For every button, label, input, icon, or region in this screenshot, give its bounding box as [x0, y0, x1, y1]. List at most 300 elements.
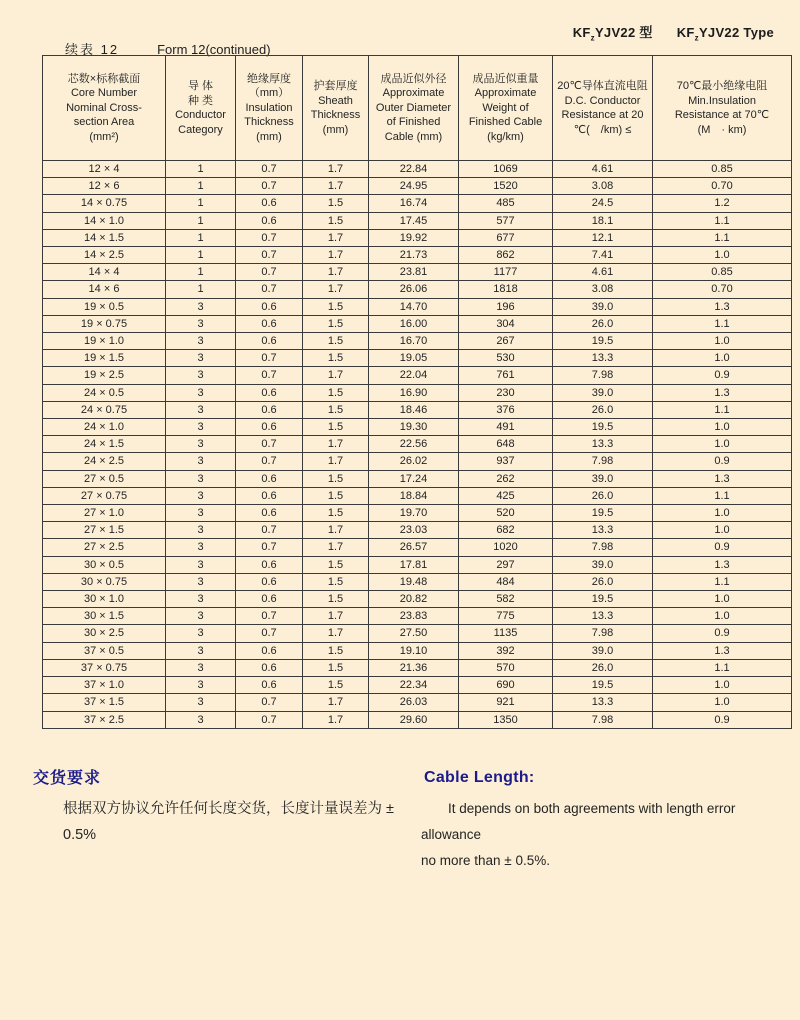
table-cell: 30 × 1.0 [43, 591, 166, 608]
table-cell: 21.36 [369, 659, 459, 676]
table-cell: 0.7 [236, 522, 303, 539]
table-cell: 19.5 [553, 677, 653, 694]
table-cell: 24 × 0.5 [43, 384, 166, 401]
delivery-cn-line-2: 0.5% [63, 827, 97, 843]
table-cell: 0.6 [236, 333, 303, 350]
table-cell: 3 [166, 539, 236, 556]
table-cell: 19.5 [553, 333, 653, 350]
table-cell: 0.7 [236, 350, 303, 367]
table-cell: 3 [166, 642, 236, 659]
table-cell: 19 × 1.0 [43, 333, 166, 350]
table-cell: 29.60 [369, 711, 459, 728]
table-cell: 24.5 [553, 195, 653, 212]
table-cell: 1.3 [653, 642, 792, 659]
table-cell: 1.0 [653, 522, 792, 539]
table-cell: 30 × 0.5 [43, 556, 166, 573]
table-cell: 1.7 [303, 608, 369, 625]
table-cell: 1 [166, 212, 236, 229]
table-cell: 26.0 [553, 573, 653, 590]
table-cell: 0.7 [236, 625, 303, 642]
table-cell: 7.98 [553, 539, 653, 556]
table-cell: 3 [166, 677, 236, 694]
table-cell: 484 [459, 573, 553, 590]
table-cell: 1.1 [653, 401, 792, 418]
column-header-dc-conductor-resistance: 20℃导体直流电阻 D.C. Conductor Resistance at 20 ℃( /km) ≤ [553, 56, 653, 161]
table-cell: 682 [459, 522, 553, 539]
table-cell: 570 [459, 659, 553, 676]
table-cell: 14 × 1.5 [43, 229, 166, 246]
table-cell: 1.3 [653, 384, 792, 401]
column-header-conductor-category: 导 体 种 类 Conductor Category [166, 56, 236, 161]
table-cell: 12 × 4 [43, 161, 166, 178]
table-cell: 1.0 [653, 677, 792, 694]
table-cell: 27 × 0.5 [43, 470, 166, 487]
table-cell: 19.5 [553, 591, 653, 608]
table-cell: 1.7 [303, 539, 369, 556]
table-cell: 24 × 1.5 [43, 436, 166, 453]
table-cell: 3 [166, 315, 236, 332]
table-cell: 1 [166, 264, 236, 281]
table-cell: 13.3 [553, 608, 653, 625]
table-cell: 1.3 [653, 556, 792, 573]
table-cell: 648 [459, 436, 553, 453]
table-caption-cn: 续表 12 [65, 42, 120, 57]
table-cell: 19.10 [369, 642, 459, 659]
table-cell: 3 [166, 298, 236, 315]
table-cell: 0.6 [236, 642, 303, 659]
cable-spec-table [42, 55, 792, 729]
table-cell: 3 [166, 625, 236, 642]
table-cell: 3 [166, 401, 236, 418]
table-cell: 27 × 1.5 [43, 522, 166, 539]
table-row [43, 453, 792, 470]
table-cell: 14 × 2.5 [43, 247, 166, 264]
table-cell: 1520 [459, 178, 553, 195]
table-cell: 13.3 [553, 694, 653, 711]
model-name-en: $KF_zYJV22$ Type [676, 25, 774, 43]
table-cell: 23.03 [369, 522, 459, 539]
table-row [43, 539, 792, 556]
table-cell: 0.6 [236, 315, 303, 332]
table-row [43, 298, 792, 315]
table-cell: 19 × 0.75 [43, 315, 166, 332]
table-row [43, 247, 792, 264]
table-cell: 7.98 [553, 367, 653, 384]
table-cell: 17.45 [369, 212, 459, 229]
table-cell: 0.6 [236, 505, 303, 522]
table-row [43, 505, 792, 522]
table-cell: 37 × 1.0 [43, 677, 166, 694]
table-row [43, 659, 792, 676]
table-cell: 1.1 [653, 573, 792, 590]
table-cell: 1.0 [653, 247, 792, 264]
table-cell: 577 [459, 212, 553, 229]
table-cell: 3 [166, 505, 236, 522]
table-cell: 37 × 0.5 [43, 642, 166, 659]
table-cell: 1.7 [303, 264, 369, 281]
table-cell: 30 × 2.5 [43, 625, 166, 642]
table-cell: 4.61 [553, 264, 653, 281]
column-header-min-insulation-resistance: 70℃最小绝缘电阻 Min.Insulation Resistance at 70℃ (M · km) [653, 56, 792, 161]
table-cell: 0.70 [653, 178, 792, 195]
cable-length-title-en: Cable Length: [424, 769, 535, 786]
table-row [43, 470, 792, 487]
table-cell: 690 [459, 677, 553, 694]
table-row [43, 642, 792, 659]
table-cell: 1.1 [653, 229, 792, 246]
table-header-row [43, 56, 792, 161]
table-cell: 3.08 [553, 178, 653, 195]
table-cell: 1.0 [653, 436, 792, 453]
table-cell: 1020 [459, 539, 553, 556]
table-cell: 22.84 [369, 161, 459, 178]
table-cell: 27.50 [369, 625, 459, 642]
table-row [43, 711, 792, 728]
table-cell: 39.0 [553, 642, 653, 659]
table-cell: 26.57 [369, 539, 459, 556]
table-cell: 304 [459, 315, 553, 332]
table-cell: 19.48 [369, 573, 459, 590]
table-cell: 1 [166, 178, 236, 195]
table-cell: 0.6 [236, 419, 303, 436]
table-cell: 1.5 [303, 419, 369, 436]
table-cell: 1.5 [303, 298, 369, 315]
table-cell: 1.0 [653, 505, 792, 522]
table-cell: 0.7 [236, 264, 303, 281]
table-cell: 1.0 [653, 591, 792, 608]
table-cell: 937 [459, 453, 553, 470]
table-cell: 24 × 1.0 [43, 419, 166, 436]
table-cell: 18.1 [553, 212, 653, 229]
table-cell: 3 [166, 711, 236, 728]
table-row [43, 161, 792, 178]
table-cell: 16.70 [369, 333, 459, 350]
table-cell: 1.7 [303, 436, 369, 453]
table-row [43, 436, 792, 453]
table-cell: 1.7 [303, 229, 369, 246]
table-row [43, 264, 792, 281]
table-cell: 1.5 [303, 677, 369, 694]
table-cell: 14 × 4 [43, 264, 166, 281]
table-cell: 1.7 [303, 694, 369, 711]
table-row [43, 591, 792, 608]
table-row [43, 178, 792, 195]
table-cell: 1177 [459, 264, 553, 281]
table-cell: 1.5 [303, 573, 369, 590]
table-cell: 0.7 [236, 178, 303, 195]
table-cell: 0.7 [236, 539, 303, 556]
cable-length-body-en [421, 796, 781, 874]
table-cell: 3 [166, 608, 236, 625]
table-cell: 13.3 [553, 350, 653, 367]
table-cell: 1.5 [303, 212, 369, 229]
table-cell: 0.6 [236, 573, 303, 590]
table-cell: 27 × 2.5 [43, 539, 166, 556]
page-type-title [573, 22, 774, 43]
table-cell: 26.03 [369, 694, 459, 711]
table-cell: 1.1 [653, 659, 792, 676]
table-cell: 1 [166, 281, 236, 298]
table-cell: 19 × 1.5 [43, 350, 166, 367]
table-cell: 1.3 [653, 470, 792, 487]
table-cell: 3 [166, 436, 236, 453]
table-cell: 26.02 [369, 453, 459, 470]
table-cell: 26.06 [369, 281, 459, 298]
table-cell: 0.6 [236, 677, 303, 694]
table-row [43, 694, 792, 711]
table-row [43, 367, 792, 384]
table-cell: 0.6 [236, 487, 303, 504]
table-cell: 16.00 [369, 315, 459, 332]
table-cell: 1.1 [653, 487, 792, 504]
table-cell: 0.85 [653, 161, 792, 178]
table-cell: 0.6 [236, 195, 303, 212]
table-cell: 3 [166, 333, 236, 350]
table-cell: 1.7 [303, 247, 369, 264]
table-cell: 1.5 [303, 487, 369, 504]
table-cell: 862 [459, 247, 553, 264]
table-cell: 16.90 [369, 384, 459, 401]
table-cell: 12 × 6 [43, 178, 166, 195]
table-cell: 0.7 [236, 608, 303, 625]
table-caption-en: Form 12(continued) [157, 42, 271, 57]
table-cell: 1.0 [653, 608, 792, 625]
table-cell: 14.70 [369, 298, 459, 315]
table-cell: 27 × 0.75 [43, 487, 166, 504]
table-cell: 26.0 [553, 659, 653, 676]
table-row [43, 522, 792, 539]
table-cell: 1.3 [653, 298, 792, 315]
table-row [43, 556, 792, 573]
delivery-requirements-body-cn [63, 796, 453, 848]
table-cell: 0.9 [653, 625, 792, 642]
table-cell: 3 [166, 367, 236, 384]
table-cell: 13.3 [553, 436, 653, 453]
table-cell: 0.7 [236, 247, 303, 264]
table-cell: 3 [166, 556, 236, 573]
table-cell: 16.74 [369, 195, 459, 212]
model-subscript: z [590, 33, 595, 43]
table-cell: 0.6 [236, 298, 303, 315]
table-cell: 0.7 [236, 694, 303, 711]
table-cell: 1.5 [303, 591, 369, 608]
table-row [43, 625, 792, 642]
table-cell: 18.46 [369, 401, 459, 418]
table-cell: 3 [166, 522, 236, 539]
table-cell: 0.6 [236, 659, 303, 676]
column-header-approximate-weight: 成品近似重量 Approximate Weight of Finished Cable (kg/km) [459, 56, 553, 161]
table-cell: 1.7 [303, 178, 369, 195]
table-cell: 0.6 [236, 212, 303, 229]
table-cell: 1 [166, 161, 236, 178]
table-cell: 4.61 [553, 161, 653, 178]
table-cell: 22.34 [369, 677, 459, 694]
table-cell: 17.81 [369, 556, 459, 573]
table-cell: 27 × 1.0 [43, 505, 166, 522]
table-cell: 1.5 [303, 642, 369, 659]
table-cell: 3 [166, 419, 236, 436]
table-cell: 30 × 1.5 [43, 608, 166, 625]
table-cell: 26.0 [553, 401, 653, 418]
table-cell: 0.7 [236, 711, 303, 728]
table-cell: 1 [166, 195, 236, 212]
table-cell: 0.85 [653, 264, 792, 281]
table-cell: 0.7 [236, 281, 303, 298]
table-cell: 775 [459, 608, 553, 625]
table-cell: 24 × 2.5 [43, 453, 166, 470]
table-cell: 37 × 0.75 [43, 659, 166, 676]
delivery-requirements-title-cn: 交货要求 [33, 770, 102, 787]
delivery-cn-line-1: 根据双方协议允许任何长度交货，长度计量误差为 ± [63, 801, 394, 817]
table-cell: 491 [459, 419, 553, 436]
table-cell: 1.5 [303, 195, 369, 212]
table-row [43, 573, 792, 590]
table-cell: 23.81 [369, 264, 459, 281]
table-cell: 230 [459, 384, 553, 401]
table-cell: 19 × 2.5 [43, 367, 166, 384]
table-cell: 3 [166, 350, 236, 367]
table-cell: 3 [166, 694, 236, 711]
table-cell: 24.95 [369, 178, 459, 195]
table-cell: 3 [166, 573, 236, 590]
table-cell: 14 × 1.0 [43, 212, 166, 229]
table-row [43, 677, 792, 694]
table-row [43, 608, 792, 625]
column-header-sheath-thickness: 护套厚度 Sheath Thickness (mm) [303, 56, 369, 161]
table-row [43, 384, 792, 401]
table-cell: 1 [166, 229, 236, 246]
table-cell: 1.7 [303, 161, 369, 178]
table-cell: 1.0 [653, 333, 792, 350]
table-cell: 14 × 6 [43, 281, 166, 298]
table-cell: 7.98 [553, 711, 653, 728]
table-cell: 1069 [459, 161, 553, 178]
table-cell: 39.0 [553, 556, 653, 573]
table-cell: 485 [459, 195, 553, 212]
table-cell: 1.5 [303, 401, 369, 418]
table-cell: 1.5 [303, 556, 369, 573]
table-cell: 0.6 [236, 556, 303, 573]
table-cell: 13.3 [553, 522, 653, 539]
table-cell: 18.84 [369, 487, 459, 504]
table-cell: 21.73 [369, 247, 459, 264]
table-cell: 1.7 [303, 281, 369, 298]
table-cell: 3 [166, 659, 236, 676]
column-header-approximate-outer-diameter: 成品近似外径 Approximate Outer Diameter of Finished Cable (mm) [369, 56, 459, 161]
table-cell: 1.0 [653, 350, 792, 367]
table-cell: 297 [459, 556, 553, 573]
table-cell: 1.1 [653, 212, 792, 229]
column-header-core-number-nominal-cross-section: 芯数×标称截面 Core Number Nominal Cross- section Area (mm²) [43, 56, 166, 161]
table-cell: 520 [459, 505, 553, 522]
table-cell: 39.0 [553, 470, 653, 487]
table-cell: 1818 [459, 281, 553, 298]
table-row [43, 229, 792, 246]
table-cell: 1 [166, 247, 236, 264]
table-cell: 1.7 [303, 625, 369, 642]
table-cell: 582 [459, 591, 553, 608]
cable-length-en-line-1: It depends on both agreements with length error allowance [421, 801, 736, 842]
table-cell: 24 × 0.75 [43, 401, 166, 418]
table-cell: 12.1 [553, 229, 653, 246]
table-cell: 0.9 [653, 367, 792, 384]
table-cell: 1.7 [303, 522, 369, 539]
table-row [43, 281, 792, 298]
table-cell: 19.05 [369, 350, 459, 367]
table-cell: 0.6 [236, 591, 303, 608]
table-cell: 425 [459, 487, 553, 504]
table-cell: 3 [166, 591, 236, 608]
table-cell: 37 × 2.5 [43, 711, 166, 728]
table-cell: 39.0 [553, 384, 653, 401]
table-cell: 1.5 [303, 384, 369, 401]
table-cell: 1.0 [653, 694, 792, 711]
table-row [43, 487, 792, 504]
table-cell: 22.04 [369, 367, 459, 384]
table-cell: 392 [459, 642, 553, 659]
table-cell: 19.5 [553, 505, 653, 522]
table-body [43, 161, 792, 729]
table-cell: 262 [459, 470, 553, 487]
table-cell: 0.9 [653, 539, 792, 556]
table-cell: 7.98 [553, 453, 653, 470]
table-cell: 20.82 [369, 591, 459, 608]
model-subscript: z [694, 33, 699, 43]
table-cell: 37 × 1.5 [43, 694, 166, 711]
table-cell: 19.70 [369, 505, 459, 522]
table-cell: 0.6 [236, 470, 303, 487]
table-cell: 1.7 [303, 453, 369, 470]
table-cell: 1.5 [303, 505, 369, 522]
table-cell: 14 × 0.75 [43, 195, 166, 212]
table-cell: 0.7 [236, 453, 303, 470]
table-cell: 3 [166, 384, 236, 401]
table-cell: 26.0 [553, 315, 653, 332]
table-cell: 1.7 [303, 711, 369, 728]
table-cell: 39.0 [553, 298, 653, 315]
table-cell: 0.70 [653, 281, 792, 298]
table-cell: 0.6 [236, 384, 303, 401]
table-cell: 3 [166, 470, 236, 487]
table-cell: 1.5 [303, 333, 369, 350]
table-cell: 22.56 [369, 436, 459, 453]
table-cell: 7.41 [553, 247, 653, 264]
table-row [43, 315, 792, 332]
table-cell: 0.7 [236, 161, 303, 178]
table-cell: 196 [459, 298, 553, 315]
table-cell: 0.9 [653, 453, 792, 470]
table-cell: 1.1 [653, 315, 792, 332]
table-cell: 1.5 [303, 659, 369, 676]
table-cell: 1.0 [653, 419, 792, 436]
table-cell: 23.83 [369, 608, 459, 625]
column-header-insulation-thickness: 绝缘厚度 （mm） Insulation Thickness (mm) [236, 56, 303, 161]
table-cell: 1.2 [653, 195, 792, 212]
table-cell: 0.9 [653, 711, 792, 728]
table-cell: 0.7 [236, 229, 303, 246]
table-cell: 3.08 [553, 281, 653, 298]
table-row [43, 195, 792, 212]
table-cell: 1135 [459, 625, 553, 642]
table-cell: 1.5 [303, 315, 369, 332]
table-cell: 30 × 0.75 [43, 573, 166, 590]
table-cell: 1350 [459, 711, 553, 728]
table-cell: 761 [459, 367, 553, 384]
table-cell: 19 × 0.5 [43, 298, 166, 315]
table-cell: 26.0 [553, 487, 653, 504]
table-cell: 1.7 [303, 367, 369, 384]
table-cell: 267 [459, 333, 553, 350]
